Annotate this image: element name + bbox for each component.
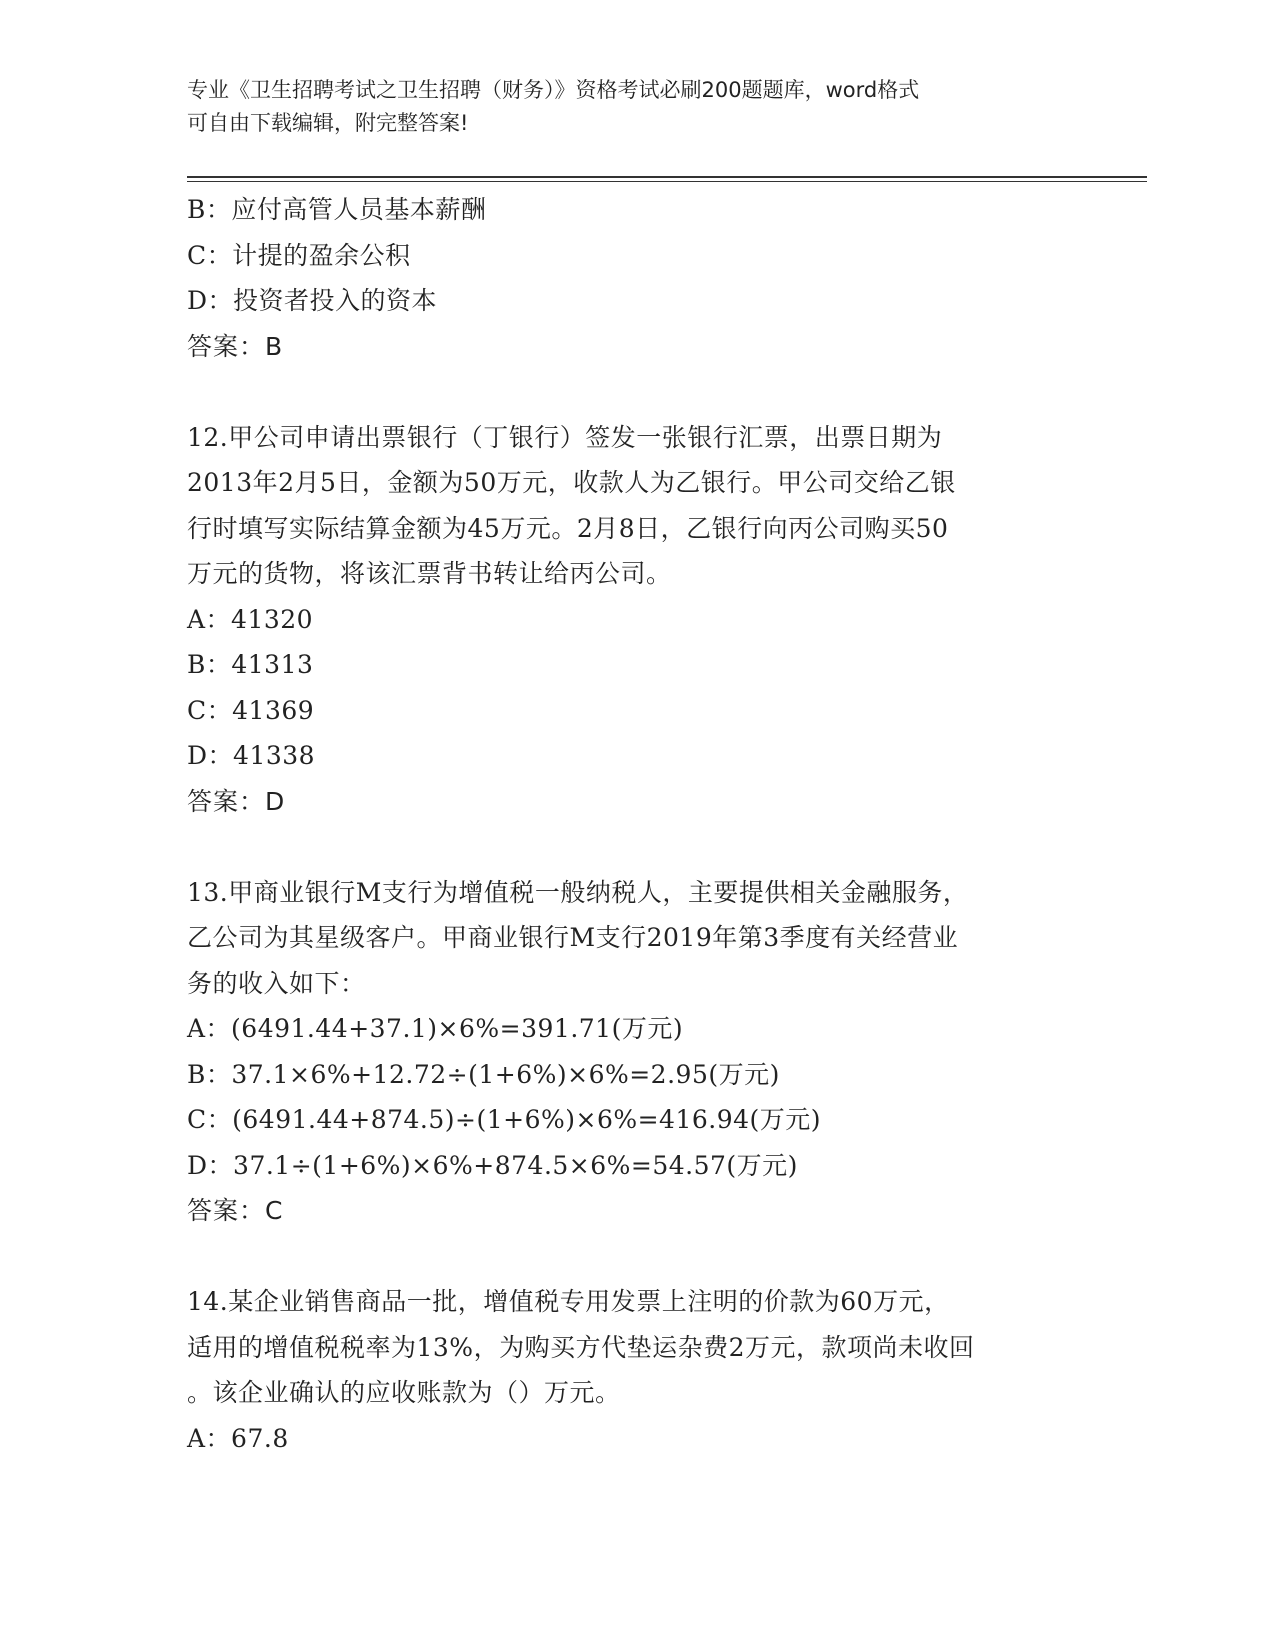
option-b: B：41313 — [187, 650, 314, 679]
spacer — [187, 1234, 1087, 1280]
page-header — [187, 74, 1087, 140]
question-stem-line: 2013年2月5日，金额为50万元，收款人为乙银行。甲公司交给乙银 — [187, 468, 956, 497]
question-stem-line: 12.甲公司申请出票银行（丁银行）签发一张银行汇票，出票日期为 — [187, 422, 943, 452]
option-b: B：37.1×6%+12.72÷(1+6%)×6%=2.95(万元) — [187, 1059, 780, 1089]
question-stem-line: 。该企业确认的应收账款为（）万元。 — [187, 1378, 621, 1407]
option-d: D：投资者投入的资本 — [187, 286, 438, 315]
answer-line: 答案：C — [187, 1196, 284, 1225]
question-stem-line: 行时填写实际结算金额为45万元。2月8日，乙银行向丙公司购买50 — [187, 513, 949, 543]
spacer — [187, 824, 1087, 870]
spacer — [187, 369, 1087, 415]
option-d: D：41338 — [187, 741, 316, 770]
question-stem-line: 14.某企业销售商品一批，增值税专用发票上注明的价款为60万元， — [187, 1287, 950, 1316]
option-b: B：应付高管人员基本薪酬 — [187, 195, 487, 224]
question-11-continued — [187, 187, 1087, 369]
question-stem-line: 万元的货物，将该汇票背书转让给丙公司。 — [187, 559, 672, 588]
document-body — [187, 187, 1087, 1461]
answer-line: 答案：B — [187, 331, 284, 361]
question-stem-line: 乙公司为其星级客户。甲商业银行M支行2019年第3季度有关经营业 — [187, 923, 959, 952]
question-13 — [187, 870, 1087, 1234]
option-c: C：41369 — [187, 695, 315, 725]
option-a: A：67.8 — [187, 1423, 289, 1453]
header-divider — [187, 176, 1147, 182]
option-c: C：计提的盈余公积 — [187, 240, 411, 270]
question-12 — [187, 415, 1087, 825]
question-stem-line: 务的收入如下： — [187, 968, 366, 998]
question-14 — [187, 1279, 1087, 1461]
option-c: C：(6491.44+874.5)÷(1+6%)×6%=416.94(万元) — [187, 1105, 822, 1134]
question-stem-line: 适用的增值税税率为13%，为购买方代垫运杂费2万元，款项尚未收回 — [187, 1332, 975, 1362]
option-a: A：(6491.44+37.1)×6%=391.71(万元) — [187, 1014, 684, 1043]
header-title-line-1: 专业《卫生招聘考试之卫生招聘（财务）》资格考试必刷200题题库，word格式 — [187, 78, 920, 102]
question-stem-line: 13.甲商业银行M支行为增值税一般纳税人，主要提供相关金融服务， — [187, 877, 969, 907]
option-d: D：37.1÷(1+6%)×6%+874.5×6%=54.57(万元) — [187, 1150, 798, 1180]
option-a: A：41320 — [187, 604, 314, 634]
answer-line: 答案：D — [187, 786, 286, 816]
header-title-line-2: 可自由下载编辑，附完整答案! — [187, 111, 469, 135]
